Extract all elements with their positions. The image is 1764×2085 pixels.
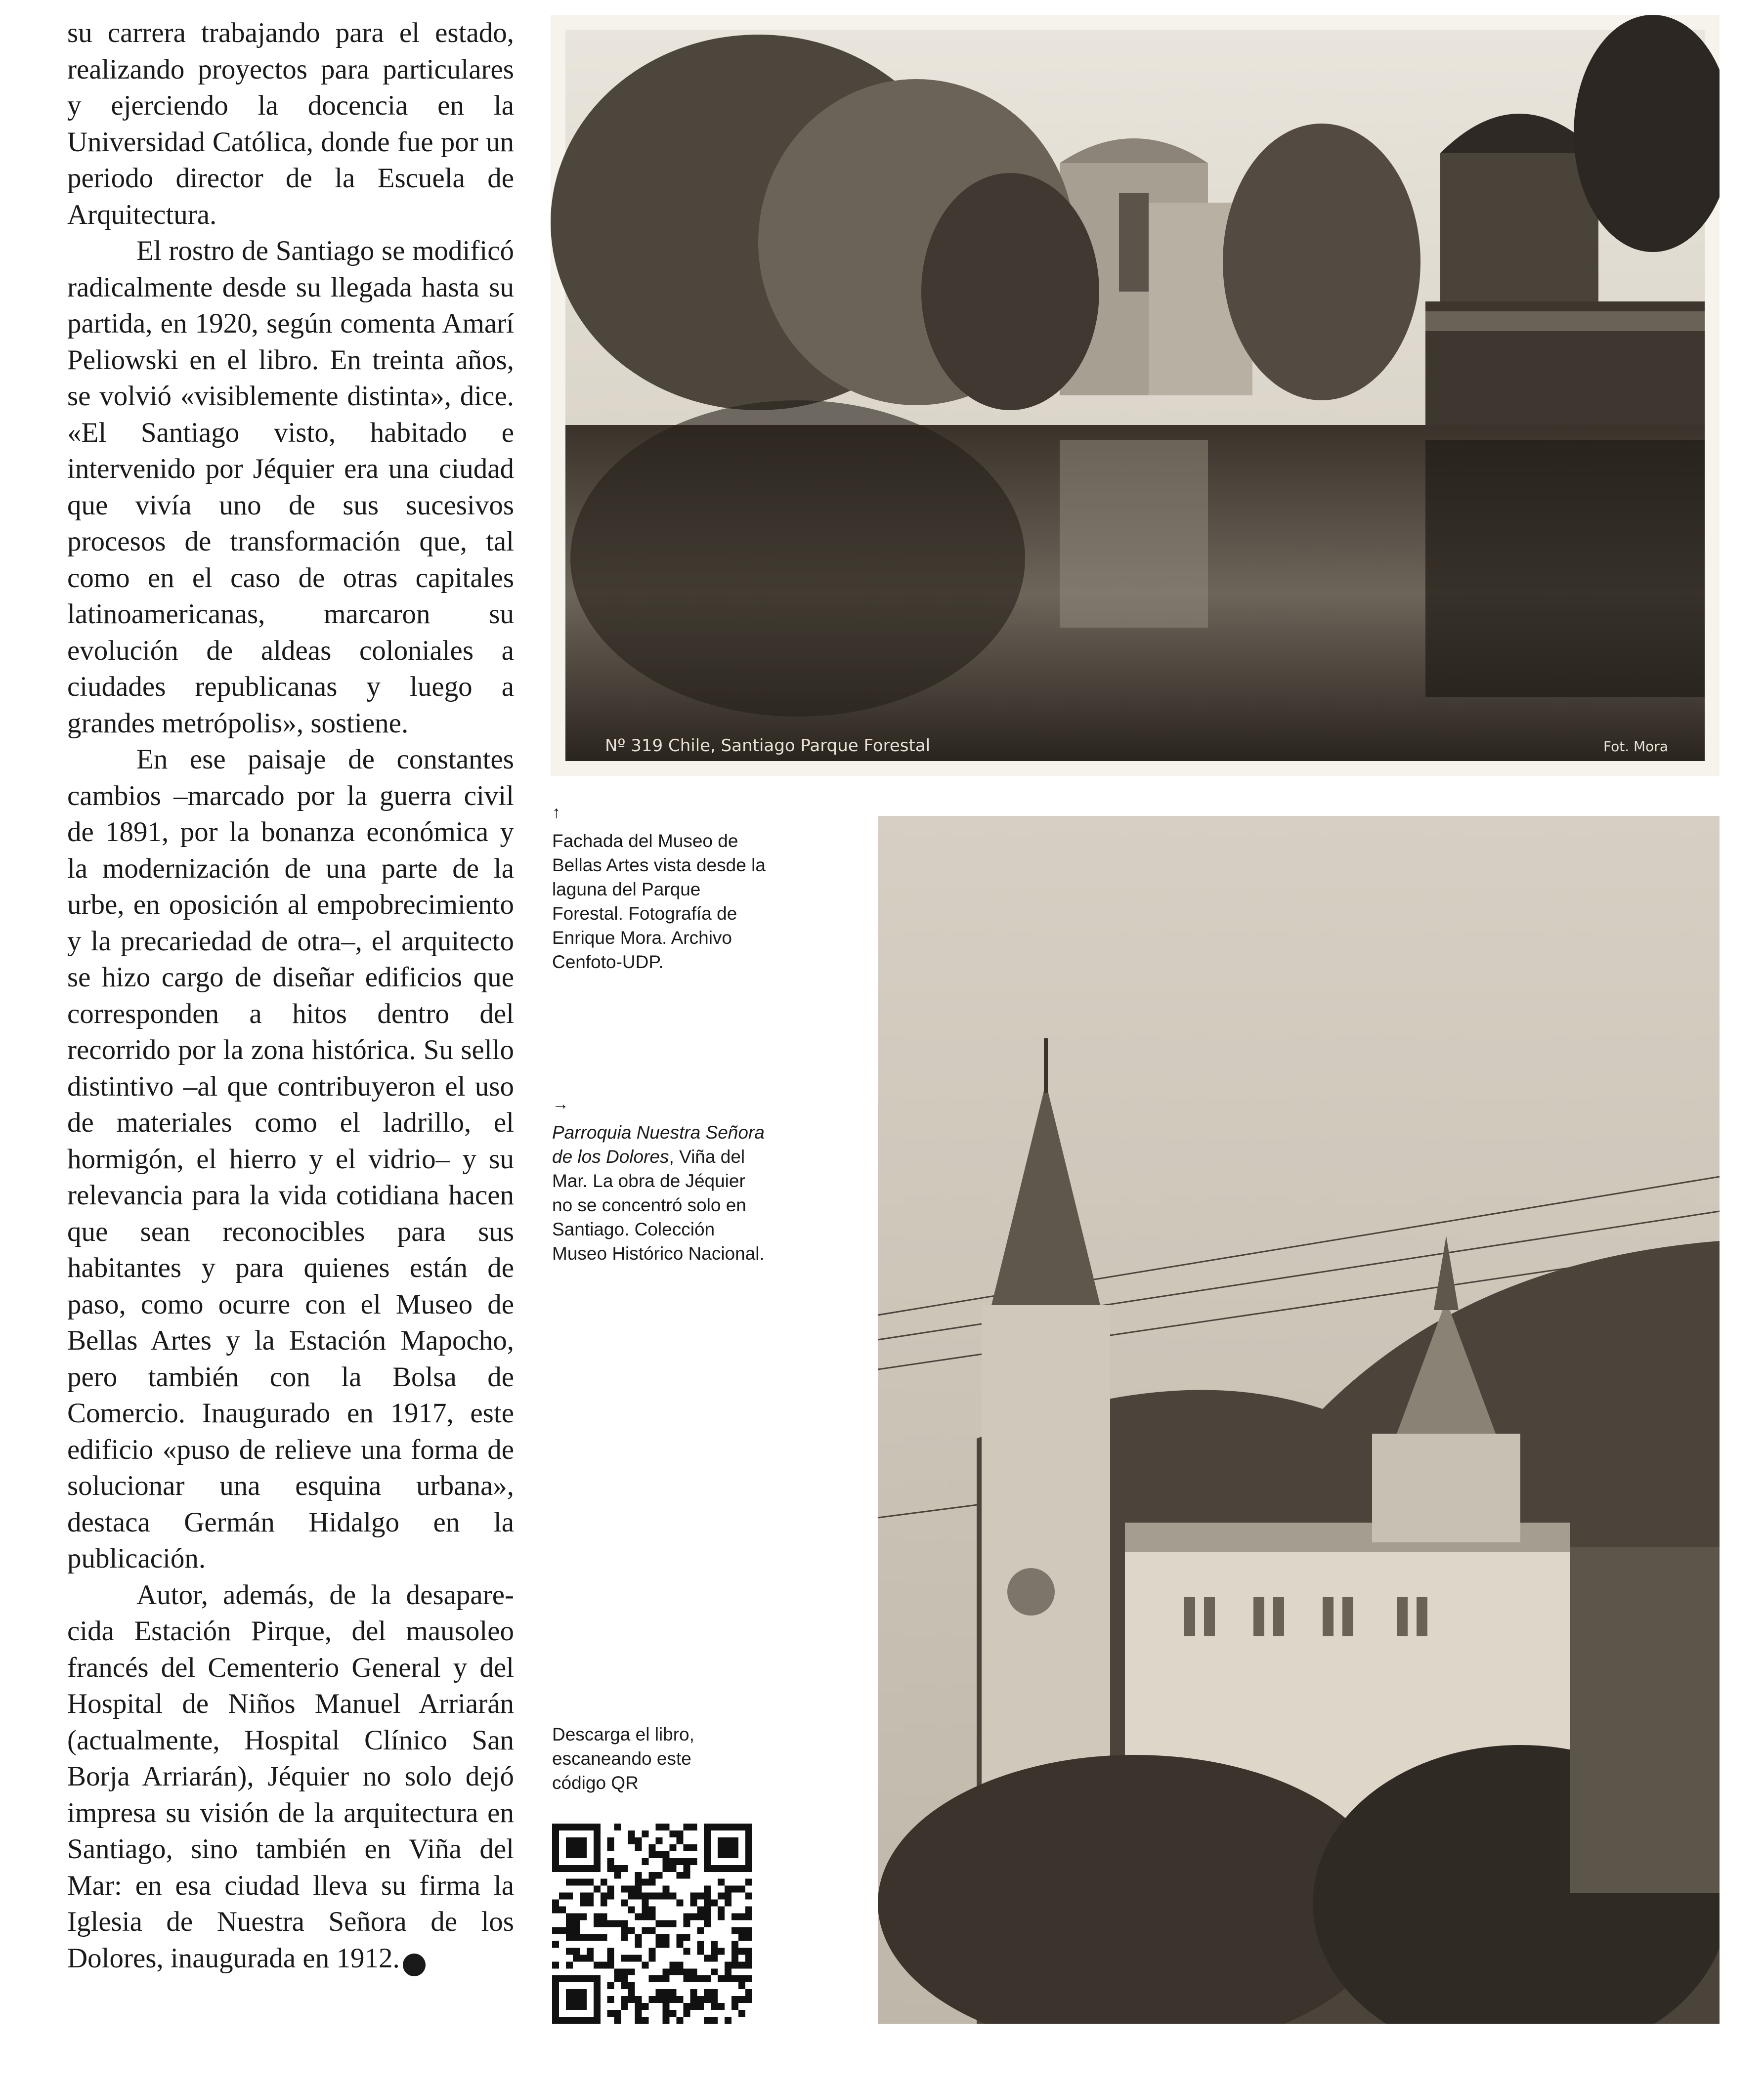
magazine-end-mark-icon: M <box>403 1954 426 1976</box>
caption-parroquia-text: , Viña del Mar. La obra de Jéquier no se concentró solo en Santiago. Colección Museo Histórico Nacional. <box>552 1147 765 1264</box>
qr-code-graphic <box>552 1824 752 2024</box>
photo-museo-bellas-artes <box>551 15 1720 776</box>
caption-museo-text: Fachada del Museo de Bellas Artes vista desde la laguna del Parque Forestal. Fotografía de Enrique Mora. Archivo Cenfoto-UDP. <box>552 831 766 972</box>
qr-code-icon[interactable] <box>552 1824 752 2024</box>
paragraph-4 <box>67 1577 514 1977</box>
church-photo-illustration <box>878 816 1720 2024</box>
photo-imprint-right: Fot. Mora <box>1603 738 1668 755</box>
caption-museo <box>552 801 770 974</box>
caption-parroquia-title: Parroquia Nuestra Señora de los Dolores <box>552 1122 765 1167</box>
paragraph-4-text: Autor, además, de la desaparecida Estación Pirque, del mausoleo francés del Cementerio General y del Hospital de Niños Manuel Arriarán (actualmente, Hospital Clínico San Borja Arriarán), Jéquier no solo dejó impresa su visión de la arquitectura en Santiago, sino también en Viña del Mar: en esa ciudad lleva su firma la Iglesia de Nuestra Señora de los Dolores, inaugurada en 1912. <box>67 1579 514 1974</box>
caption-parroquia <box>552 1092 770 1266</box>
photo-imprint-left: Nº 319 Chile, Santiago Parque Forestal <box>605 736 931 756</box>
article-body <box>67 15 514 1976</box>
lagoon-photo-illustration <box>551 15 1720 776</box>
paragraph-2: El rostro de Santiago se modificó radicalmente desde su llegada hasta su partida, en 1920, según comenta Amarí Peliowski en el libro. En treinta años, se volvió «visiblemente distinta», dice. «El Santiago visto, habitado e intervenido por Jéquier era una ciudad que vivía uno de sus sucesivos procesos de transformación que, tal como en el caso de otras capitales latinoamericanas, marcaron su evolución de aldeas coloniales a ciudades republicanas y luego a grandes metrópolis», sostiene. <box>67 235 514 739</box>
photo-parroquia-dolores <box>878 816 1720 2024</box>
paragraph-3: En ese paisaje de constantes cambios –marcado por la guerra civil de 1891, por la bonanza económica y la modernización de una parte de la urbe, en oposición al empobrecimiento y la precariedad de otra–, el arquitecto se hizo cargo de diseñar edificios que corresponden a hitos dentro del recorrido por la zona histórica. Su sello distintivo –al que contribuyeron el uso de materiales como el ladrillo, el hormigón, el hierro y el vidrio– y su relevancia para la vida cotidiana hacen que sean reconocibles para sus habitantes y para quienes están de paso, como ocurre con el Museo de Bellas Artes y la Estación Mapocho, pero también con la Bolsa de Comercio. Inaugurado en 1917, este edificio «puso de relieve una forma de solucionar una esquina urbana», destaca Germán Hidalgo en la publicación. <box>67 744 514 1574</box>
caption-qr <box>552 1722 740 1795</box>
arrow-up-icon: ↑ <box>552 803 560 822</box>
caption-qr-text: Descarga el libro, escaneando este código QR <box>552 1724 694 1793</box>
arrow-right-icon: → <box>552 1095 569 1113</box>
paragraph-1: su carrera trabajando para el estado, realizando proyectos para particulares y ejerciendo la docencia en la Universidad Católica, donde fue por un periodo director de la Escuela de Arquitectura. <box>67 17 514 230</box>
